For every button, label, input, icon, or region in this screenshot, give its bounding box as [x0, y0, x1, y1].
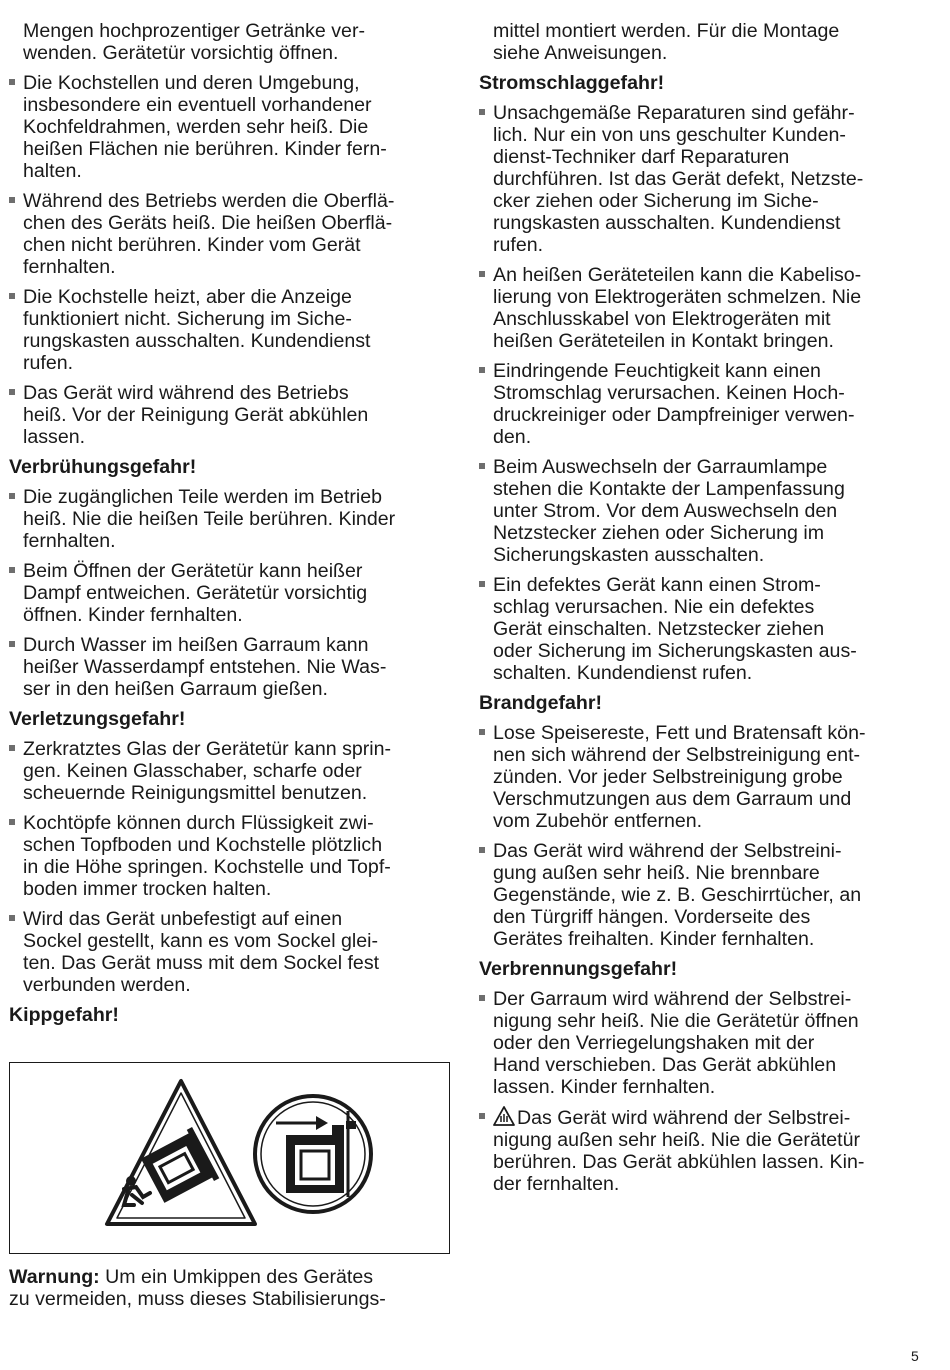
heading-verbruehungsgefahr: Verbrühungsgefahr! [9, 456, 197, 478]
text-line: oder Sicherung im Sicherungskasten aus- [493, 640, 857, 662]
text-line: Lose Speisereste, Fett und Bratensaft kön- [493, 722, 866, 744]
text-line: vom Zubehör entfernen. [493, 810, 703, 832]
text-line: heißen Geräteteilen in Kontakt bringen. [493, 330, 834, 352]
text-line: Während des Betriebs werden die Oberflä- [23, 190, 395, 212]
text-line: oder den Verriegelungshaken mit der [493, 1032, 815, 1054]
heading-verbrennungsgefahr: Verbrennungsgefahr! [479, 958, 678, 980]
text-line: Zerkratztes Glas der Gerätetür kann sprin- [23, 738, 392, 760]
text-line: zünden. Vor jeder Selbstreinigung grobe [493, 766, 843, 788]
list-item [479, 360, 921, 448]
bullet-square-icon [9, 915, 15, 921]
text-line: Eindringende Feuchtigkeit kann einen [493, 360, 821, 382]
list-item [479, 988, 921, 1098]
text-line: Unsachgemäße Reparaturen sind gefähr- [493, 102, 855, 124]
text-line: Kochfeldrahmen, werden sehr heiß. Die [23, 116, 369, 138]
text-line: Verschmutzungen aus dem Garraum und [493, 788, 852, 810]
text-line: scheuernde Reinigungsmittel benutzen. [23, 782, 368, 804]
text-line: Netzstecker ziehen oder Sicherung im [493, 522, 825, 544]
text-line: heißer Wasserdampf entstehen. Nie Was- [23, 656, 387, 678]
warning-list-verbrennung [479, 988, 921, 1195]
text-line: dienst-Techniker darf Reparaturen [493, 146, 790, 168]
text-line: nen sich während der Selbstreinigung ent- [493, 744, 861, 766]
text-line: Die zugänglichen Teile werden im Betrieb [23, 486, 383, 508]
text-line: ten. Das Gerät muss mit dem Sockel fest [23, 952, 380, 974]
left-column [9, 20, 451, 1034]
text-line: schlag verursachen. Nie ein defektes [493, 596, 815, 618]
warning-list-verbruehung [9, 486, 451, 700]
text-line: Stromschlag verursachen. Keinen Hoch- [493, 382, 845, 404]
text-line: Durch Wasser im heißen Garraum kann [23, 634, 369, 656]
text-line: lierung von Elektrogeräten schmelzen. Nie [493, 286, 862, 308]
tip-over-illustration [9, 1062, 450, 1254]
text-line: Wird das Gerät unbefestigt auf einen [23, 908, 343, 930]
list-item [479, 722, 921, 832]
text-line: Anschlusskabel von Elektrogeräten mit [493, 308, 831, 330]
list-item [9, 738, 451, 804]
list-item [479, 456, 921, 566]
list-item [479, 574, 921, 684]
warning-list-brand [479, 722, 921, 950]
text-line: Ein defektes Gerät kann einen Strom- [493, 574, 821, 596]
text-line: cker ziehen oder Sicherung im Siche- [493, 190, 819, 212]
text-line: nigung sehr heiß. Nie die Gerätetür öffnen [493, 1010, 859, 1032]
bullet-square-icon [479, 463, 485, 469]
bullet-square-icon [9, 745, 15, 751]
text-line: fernhalten. [23, 256, 116, 278]
text-line: heiß. Vor der Reinigung Gerät abkühlen [23, 404, 369, 426]
tip-over-warning-note [9, 1266, 451, 1310]
list-item [9, 190, 451, 278]
text-line: verbunden werden. [23, 974, 191, 996]
text-line: mittel montiert werden. Für die Montage [493, 20, 840, 42]
heading-brandgefahr: Brandgefahr! [479, 692, 603, 714]
text-line: druckreiniger oder Dampfreiniger verwen- [493, 404, 855, 426]
text-line: An heißen Geräteteilen kann die Kabeliso- [493, 264, 862, 286]
text-line: Beim Auswechseln der Garraumlampe [493, 456, 828, 478]
text-line: Beim Öffnen der Gerätetür kann heißer [23, 560, 363, 582]
page-number: 5 [911, 1348, 919, 1364]
list-item [479, 264, 921, 352]
right-column [479, 20, 921, 1203]
tip-over-warning-triangle-icon [107, 1081, 255, 1224]
bullet-square-icon [9, 567, 15, 573]
hot-surface-warning-icon [493, 1106, 515, 1126]
list-item [9, 908, 451, 996]
bullet-square-icon [479, 581, 485, 587]
list-item [9, 812, 451, 900]
text-line: schalten. Kundendienst rufen. [493, 662, 753, 684]
text-line: chen nicht berühren. Kinder vom Gerät [23, 234, 361, 256]
list-item [9, 560, 451, 626]
text-line: lassen. [23, 426, 86, 448]
text-line: Hand verschieben. Das Gerät abkühlen [493, 1054, 837, 1076]
text-line: chen des Geräts heiß. Die heißen Oberflä- [23, 212, 393, 234]
list-item [9, 634, 451, 700]
text-line: Die Kochstelle heizt, aber die Anzeige [23, 286, 352, 308]
bullet-square-icon [9, 819, 15, 825]
text-line [493, 1106, 921, 1129]
text-line: wenden. Gerätetür vorsichtig öffnen. [23, 42, 339, 64]
list-item [9, 382, 451, 448]
text-line: siehe Anweisungen. [493, 42, 668, 64]
list-item [9, 286, 451, 374]
text-line: Gerätes freihalten. Kinder fernhalten. [493, 928, 815, 950]
text-line: Dampf entweichen. Gerätetür vorsichtig [23, 582, 368, 604]
bullet-square-icon [9, 389, 15, 395]
bullet-square-icon [479, 847, 485, 853]
text-line: schen Topfboden und Kochstelle plötzlich [23, 834, 383, 856]
list-item [479, 102, 921, 256]
text-line: heißen Flächen nie berühren. Kinder fern- [23, 138, 387, 160]
text-line: ser in den heißen Garraum gießen. [23, 678, 328, 700]
stabilizer-mounting-icon [255, 1096, 371, 1212]
warning-label: Warnung: [9, 1266, 100, 1288]
bullet-square-icon [479, 729, 485, 735]
text-line: Sockel gestellt, kann es vom Sockel glei- [23, 930, 379, 952]
text-line: in die Höhe springen. Kochstelle und Topf- [23, 856, 391, 878]
text-line: heiß. Nie die heißen Teile berühren. Kinder [23, 508, 396, 530]
text-line: gung außen sehr heiß. Nie brennbare [493, 862, 820, 884]
warning-line-1 [9, 1266, 451, 1288]
text-line: funktioniert nicht. Sicherung im Siche- [23, 308, 352, 330]
bullet-square-icon [479, 1113, 485, 1119]
text-line: berühren. Das Gerät abkühlen lassen. Kin- [493, 1151, 865, 1173]
warning-text-1: Um ein Umkippen des Gerätes [99, 1266, 374, 1288]
text-line: rungskasten ausschalten. Kundendienst [493, 212, 841, 234]
text-line: lassen. Kinder fernhalten. [493, 1076, 716, 1098]
text-line: den Türgriff hängen. Vorderseite des [493, 906, 811, 928]
text-line: Kochtöpfe können durch Flüssigkeit zwi- [23, 812, 374, 834]
text-line: Das Gerät wird während der Selbstreini- [493, 840, 842, 862]
heading-kippgefahr: Kippgefahr! [9, 1004, 119, 1026]
list-item [9, 72, 451, 182]
text-line: der fernhalten. [493, 1173, 620, 1195]
text-line: Sicherungskasten ausschalten. [493, 544, 765, 566]
text-line: stehen die Kontakte der Lampenfassung [493, 478, 845, 500]
text-line: halten. [23, 160, 82, 182]
text-line: den. [493, 426, 532, 448]
text-line: lich. Nur ein von uns geschulter Kunden- [493, 124, 846, 146]
text-line: durchführen. Ist das Gerät defekt, Netzste- [493, 168, 864, 190]
text-line: öffnen. Kinder fernhalten. [23, 604, 243, 626]
text-line: rungskasten ausschalten. Kundendienst [23, 330, 371, 352]
bullet-square-icon [479, 109, 485, 115]
text-line: nigung außen sehr heiß. Nie die Gerätetür [493, 1129, 861, 1151]
text-line: insbesondere ein eventuell vorhandener [23, 94, 372, 116]
warning-list [9, 72, 451, 448]
text-segment: Das Gerät wird während der Selbstrei- [517, 1107, 851, 1129]
text-line: gen. Keinen Glasschaber, scharfe oder [23, 760, 362, 782]
warning-list-strom [479, 102, 921, 684]
intro-paragraph [23, 20, 451, 64]
bullet-square-icon [9, 197, 15, 203]
text-line: boden immer trocken halten. [23, 878, 272, 900]
text-line: fernhalten. [23, 530, 116, 552]
heading-verletzungsgefahr: Verletzungsgefahr! [9, 708, 186, 730]
text-line: rufen. [493, 234, 544, 256]
list-item [479, 1106, 921, 1195]
list-item [9, 486, 451, 552]
warning-list-verletzung [9, 738, 451, 996]
bullet-square-icon [9, 641, 15, 647]
bullet-square-icon [479, 995, 485, 1001]
bullet-square-icon [479, 271, 485, 277]
bullet-square-icon [479, 367, 485, 373]
tip-over-pictograms [10, 1063, 449, 1253]
list-item [479, 840, 921, 950]
text-line: Der Garraum wird während der Selbstrei- [493, 988, 852, 1010]
bullet-square-icon [9, 293, 15, 299]
text-line: Die Kochstellen und deren Umgebung, [23, 72, 360, 94]
text-line: Gerät einschalten. Netzstecker ziehen [493, 618, 825, 640]
warning-line-2: zu vermeiden, muss dieses Stabilisierungs- [9, 1288, 386, 1310]
text-line: Mengen hochprozentiger Getränke ver- [23, 20, 365, 42]
text-line: rufen. [23, 352, 74, 374]
text-line: Gegenstände, wie z. B. Geschirrtücher, an [493, 884, 862, 906]
intro-paragraph [493, 20, 921, 64]
text-line: unter Strom. Vor dem Auswechseln den [493, 500, 838, 522]
bullet-square-icon [9, 493, 15, 499]
bullet-square-icon [9, 79, 15, 85]
text-line: Das Gerät wird während des Betriebs [23, 382, 349, 404]
heading-stromschlaggefahr: Stromschlaggefahr! [479, 72, 665, 94]
